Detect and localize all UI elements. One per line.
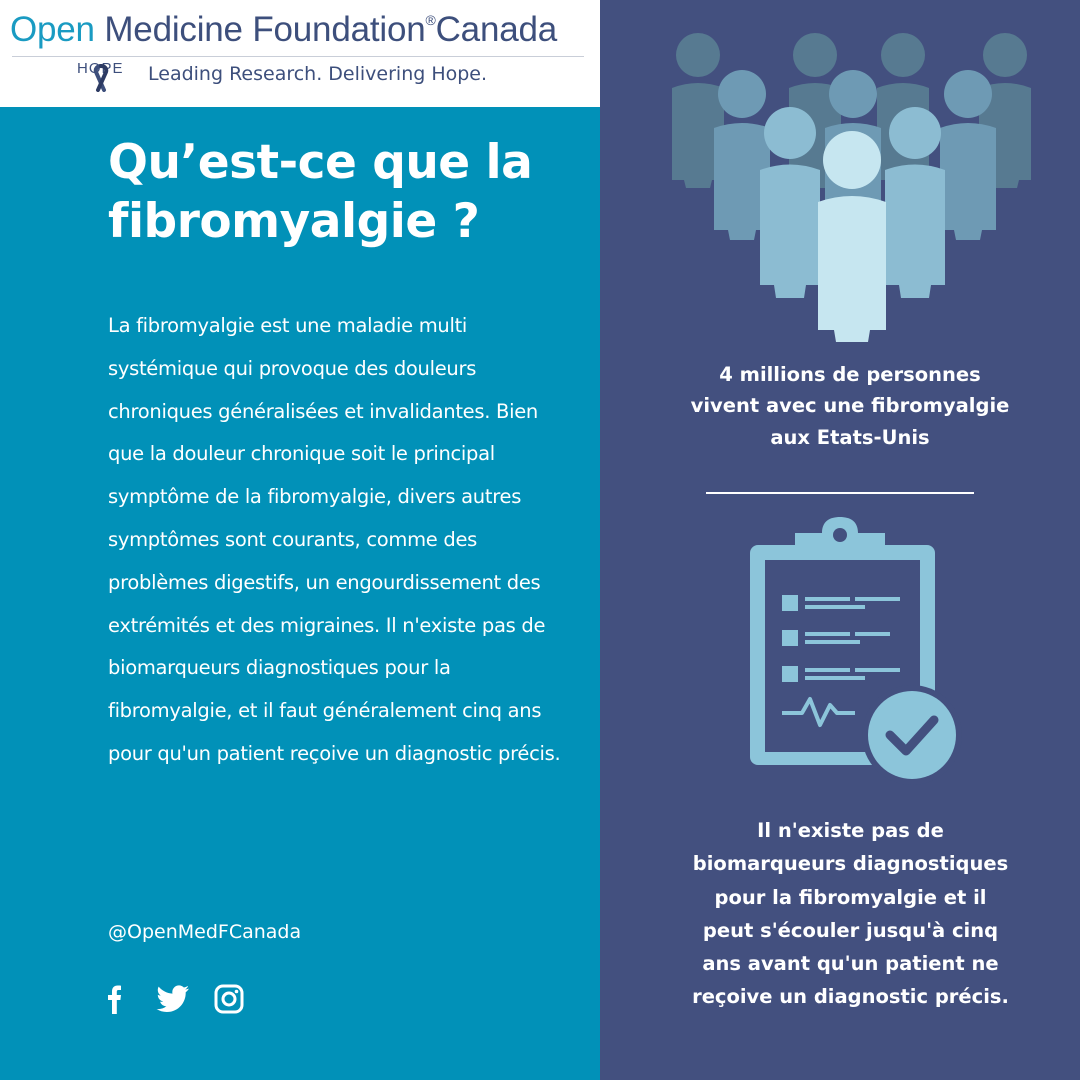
brand-name <box>10 10 557 50</box>
hope-wordmark: HOPE <box>77 60 124 77</box>
description: La fibromyalgie est une maladie multi systémique qui provoque des douleurs chroniques généralisées et invalidantes. Bien que la douleur chronique soit le principal symptôme de la fibromyalgie, divers autres symptômes sont courants, comme des problèmes digestifs, un engourdissement des extrémités et des migraines. Il n'existe pas de biomarqueurs diagnostiques pour la fibromyalgie, et il faut généralement cinq ans pour qu'un patient reçoive un diagnostic précis. <box>108 314 561 765</box>
logo-divider <box>12 56 584 57</box>
page-title: Qu’est-ce que la fibromyalgie ? <box>108 135 533 249</box>
instagram-icon[interactable] <box>213 983 245 1015</box>
registered-mark: ® <box>425 12 436 28</box>
brand-country: Canada <box>435 10 558 49</box>
facebook-icon[interactable] <box>104 983 126 1015</box>
twitter-icon[interactable] <box>155 983 191 1015</box>
stat-text: 4 millions de personnes vivent avec une fibromyalgie aux Etats-Unis <box>690 363 1010 449</box>
diagnosis-note: Il n'existe pas de biomarqueurs diagnostiques pour la fibromyalgie et il peut s'écouler jusqu'à cinq ans avant qu'un patient ne reçoive un diagnostic précis. <box>692 819 1009 1009</box>
logo-header <box>0 0 600 107</box>
hope-logo <box>77 60 137 94</box>
tagline: Leading Research. Delivering Hope. <box>148 63 488 85</box>
brand-open: Open <box>10 10 95 49</box>
social-handle[interactable]: @OpenMedFCanada <box>108 921 302 943</box>
stat-divider <box>706 492 974 494</box>
awareness-ribbon-icon <box>90 62 112 92</box>
people-group-icon <box>660 30 1040 350</box>
clipboard-check-icon <box>740 515 970 790</box>
brand-foundation: Medicine Foundation <box>94 10 426 49</box>
